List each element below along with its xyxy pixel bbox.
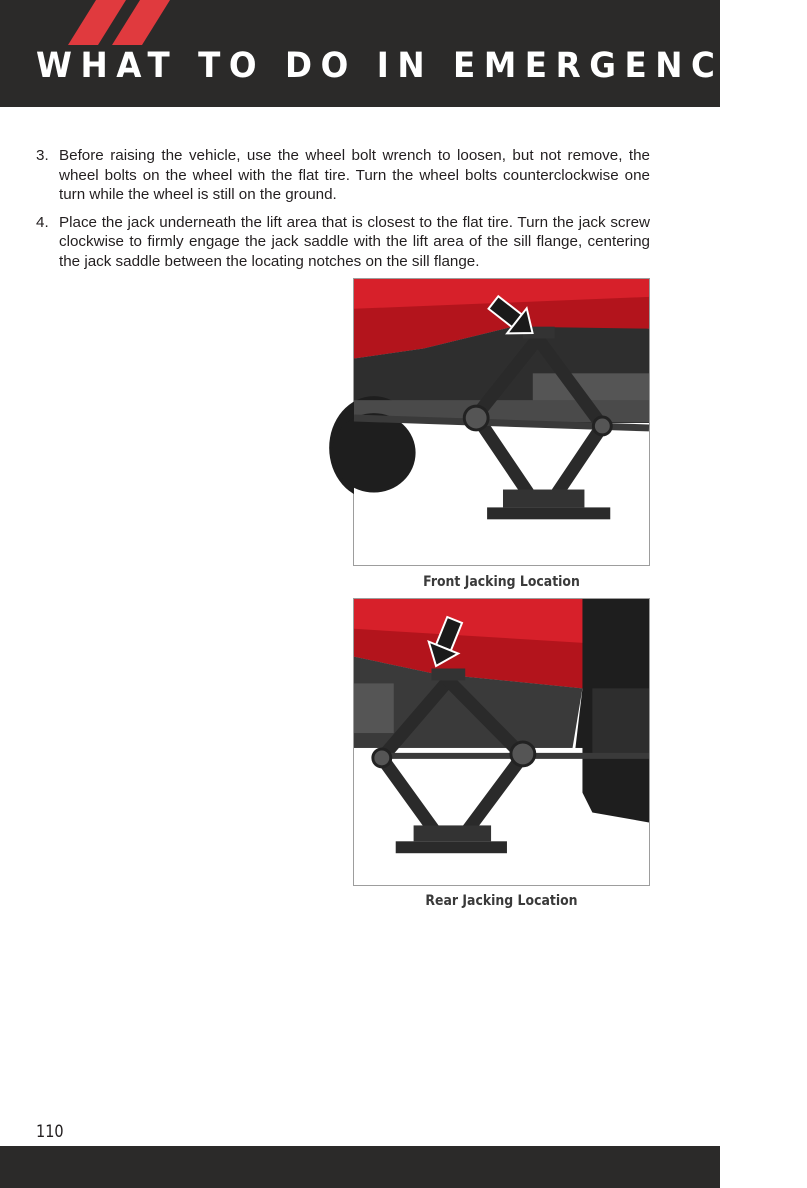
brand-stripes-icon	[0, 0, 200, 45]
step-number: 4.	[36, 213, 49, 231]
section-title: WHAT TO DO IN EMERGENCIES	[36, 46, 807, 86]
front-jacking-caption: Front Jacking Location	[423, 574, 580, 590]
scissor-jack-front-photo	[354, 279, 649, 565]
page-footer-bar	[0, 1146, 720, 1188]
front-jacking-figure	[353, 278, 650, 566]
scissor-jack-rear-photo	[354, 599, 649, 885]
step-item	[36, 213, 650, 272]
step-item	[36, 146, 650, 205]
step-number: 3.	[36, 147, 49, 164]
step-text: Before raising the vehicle, use the wheel bolt wrench to loosen, but not remove, the wheel bolts on the wheel with the flat tire. Turn the wheel bolts counterclockwise one turn while the wheel is still on the ground.	[59, 147, 650, 203]
rear-jacking-figure	[353, 598, 650, 886]
page-number: 110	[36, 1122, 64, 1142]
page-header	[0, 0, 807, 107]
rear-jacking-caption: Rear Jacking Location	[425, 893, 578, 909]
instruction-list	[36, 146, 650, 279]
step-text: Place the jack underneath the lift area that is closest to the flat tire. Turn the jack screw clockwise to firmly engage the jack saddle with the lift area of the sill flange, centering the jack saddle between the locating notches on the sill flange.	[59, 213, 650, 270]
